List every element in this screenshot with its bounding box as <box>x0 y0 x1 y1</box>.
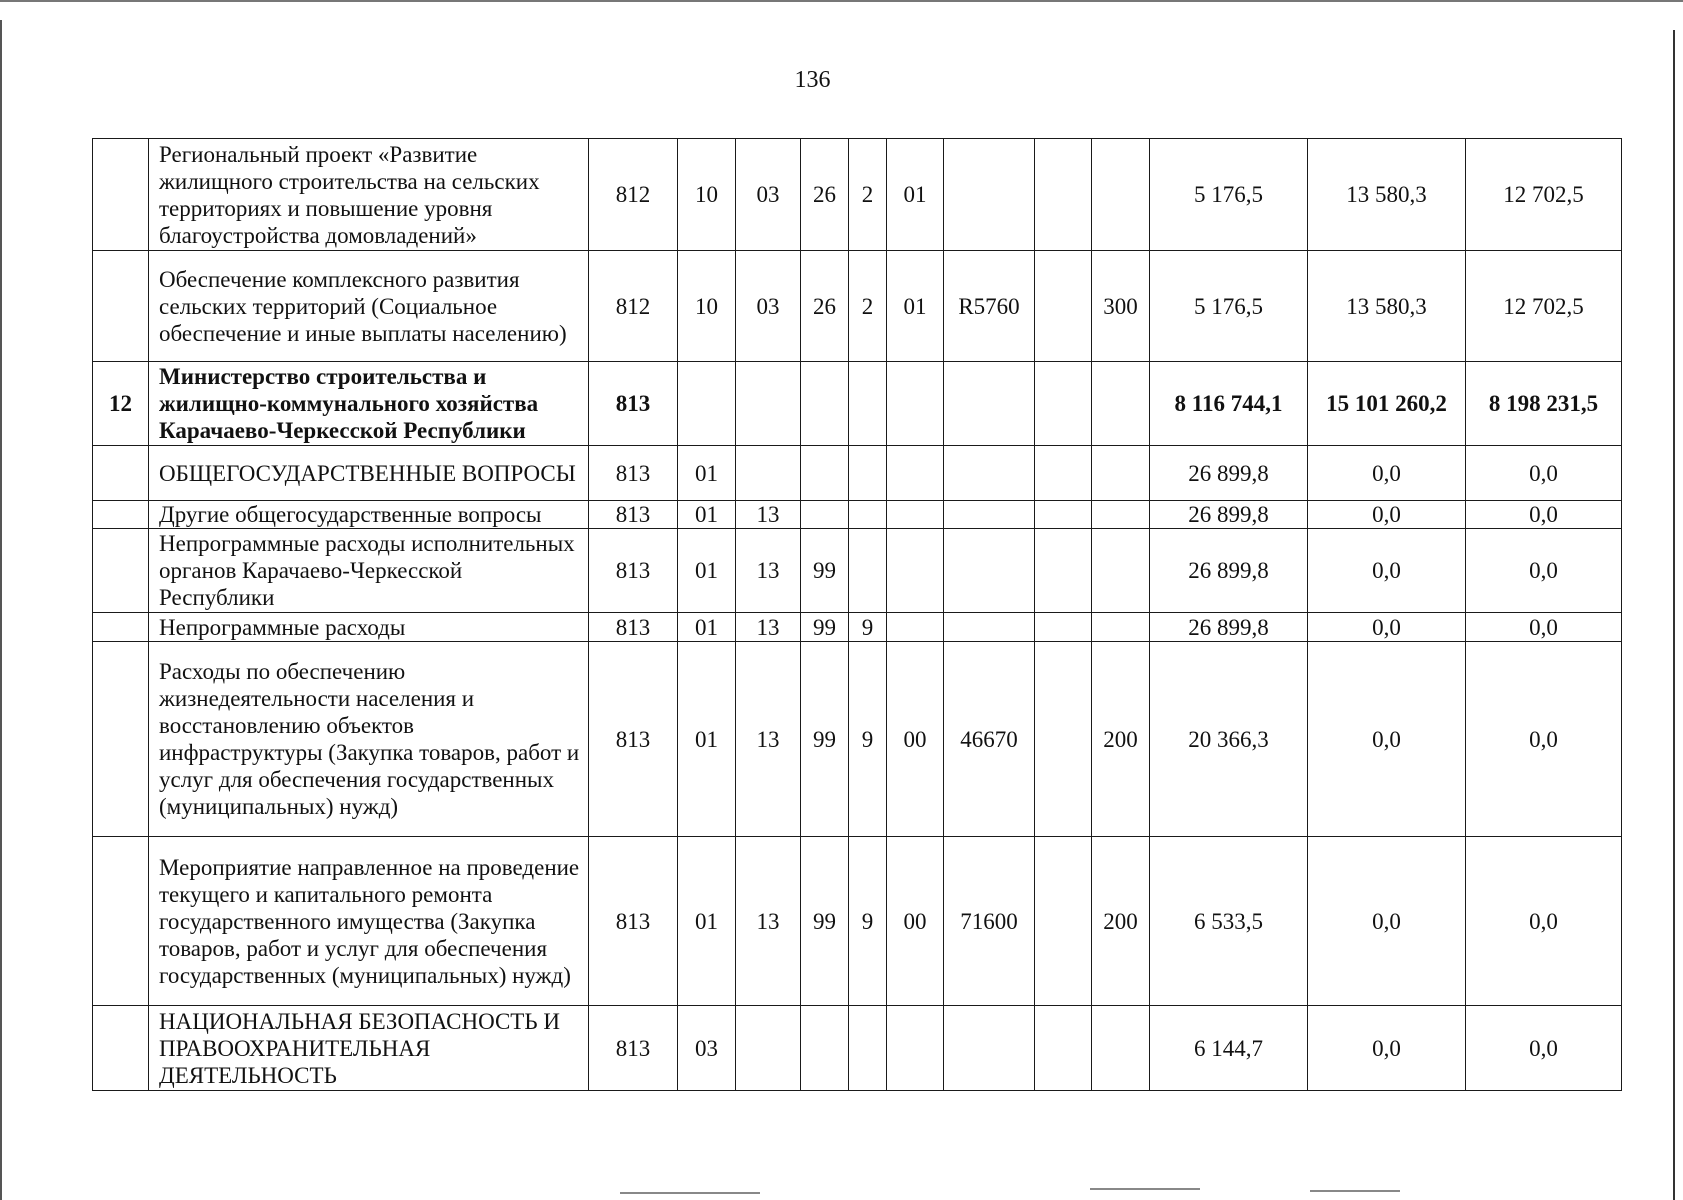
code-program-cell: 99 <box>801 613 849 642</box>
table-row <box>93 501 1622 529</box>
code-subprogram-cell <box>849 529 887 613</box>
code-expense-type-cell <box>1092 529 1150 613</box>
code-expense-type-cell <box>1092 362 1150 446</box>
code-subprogram-cell <box>849 501 887 529</box>
scan-edge-right <box>1673 30 1675 1200</box>
code-event-cell <box>887 501 944 529</box>
code-program-cell: 26 <box>801 139 849 251</box>
code-section-cell: 10 <box>678 139 736 251</box>
code-program-cell <box>801 1006 849 1091</box>
code-ministry-cell: 813 <box>589 642 678 837</box>
code-event-cell <box>887 1006 944 1091</box>
code-expense-type-cell <box>1092 501 1150 529</box>
code-ministry-cell: 813 <box>589 362 678 446</box>
row-number-cell <box>93 501 149 529</box>
amount-year-2-cell: 0,0 <box>1308 529 1466 613</box>
code-subsection-cell: 13 <box>736 642 801 837</box>
code-section-cell: 01 <box>678 529 736 613</box>
code-section-cell <box>678 362 736 446</box>
code-section-cell: 01 <box>678 501 736 529</box>
row-name-cell: Расходы по обеспечению жизнедеятельности населения и восстановлению объектов инфраструктуры (Закупка товаров, работ и услуг для обеспечения государственных (муниципальных) нужд) <box>149 642 589 837</box>
amount-year-3-cell: 0,0 <box>1466 529 1622 613</box>
code-extra-cell <box>1035 529 1092 613</box>
code-extra-cell <box>1035 251 1092 362</box>
code-expense-type-cell <box>1092 613 1150 642</box>
code-program-cell: 99 <box>801 642 849 837</box>
code-direction-cell: R5760 <box>944 251 1035 362</box>
row-number-cell: 12 <box>93 362 149 446</box>
row-name-cell: Министерство строительства и жилищно-коммунального хозяйства Карачаево-Черкесской Республики <box>149 362 589 446</box>
amount-year-1-cell: 26 899,8 <box>1150 501 1308 529</box>
amount-year-2-cell: 0,0 <box>1308 613 1466 642</box>
row-name-cell: Непрограммные расходы <box>149 613 589 642</box>
table-body <box>93 139 1622 1091</box>
row-number-cell <box>93 837 149 1006</box>
amount-year-3-cell: 12 702,5 <box>1466 139 1622 251</box>
code-expense-type-cell <box>1092 139 1150 251</box>
code-direction-cell <box>944 529 1035 613</box>
amount-year-1-cell: 5 176,5 <box>1150 139 1308 251</box>
scan-edge-left <box>0 20 2 1200</box>
code-subprogram-cell: 2 <box>849 139 887 251</box>
row-number-cell <box>93 642 149 837</box>
code-event-cell: 01 <box>887 251 944 362</box>
code-program-cell <box>801 362 849 446</box>
code-subprogram-cell <box>849 1006 887 1091</box>
code-direction-cell <box>944 613 1035 642</box>
table-row <box>93 529 1622 613</box>
table-row <box>93 362 1622 446</box>
code-subsection-cell: 03 <box>736 251 801 362</box>
amount-year-3-cell: 0,0 <box>1466 837 1622 1006</box>
code-direction-cell <box>944 139 1035 251</box>
code-ministry-cell: 813 <box>589 1006 678 1091</box>
code-ministry-cell: 813 <box>589 613 678 642</box>
scan-artifact <box>1310 1190 1400 1192</box>
amount-year-3-cell: 12 702,5 <box>1466 251 1622 362</box>
amount-year-1-cell: 6 533,5 <box>1150 837 1308 1006</box>
code-expense-type-cell: 200 <box>1092 642 1150 837</box>
code-subsection-cell: 03 <box>736 139 801 251</box>
code-subprogram-cell <box>849 446 887 501</box>
code-extra-cell <box>1035 837 1092 1006</box>
budget-table <box>92 138 1622 1091</box>
code-section-cell: 01 <box>678 642 736 837</box>
code-extra-cell <box>1035 501 1092 529</box>
table-row <box>93 837 1622 1006</box>
code-event-cell <box>887 362 944 446</box>
code-ministry-cell: 813 <box>589 529 678 613</box>
code-subsection-cell <box>736 1006 801 1091</box>
amount-year-2-cell: 0,0 <box>1308 1006 1466 1091</box>
code-section-cell: 03 <box>678 1006 736 1091</box>
amount-year-1-cell: 8 116 744,1 <box>1150 362 1308 446</box>
code-subsection-cell <box>736 446 801 501</box>
amount-year-1-cell: 20 366,3 <box>1150 642 1308 837</box>
amount-year-1-cell: 5 176,5 <box>1150 251 1308 362</box>
code-program-cell: 26 <box>801 251 849 362</box>
amount-year-3-cell: 8 198 231,5 <box>1466 362 1622 446</box>
code-subsection-cell: 13 <box>736 501 801 529</box>
code-ministry-cell: 812 <box>589 251 678 362</box>
amount-year-3-cell: 0,0 <box>1466 1006 1622 1091</box>
page-number: 136 <box>794 67 831 93</box>
scan-edge-top <box>0 0 1683 2</box>
row-name-cell: ОБЩЕГОСУДАРСТВЕННЫЕ ВОПРОСЫ <box>149 446 589 501</box>
code-subsection-cell: 13 <box>736 837 801 1006</box>
code-subprogram-cell: 9 <box>849 642 887 837</box>
amount-year-1-cell: 26 899,8 <box>1150 613 1308 642</box>
code-extra-cell <box>1035 642 1092 837</box>
code-section-cell: 01 <box>678 446 736 501</box>
amount-year-1-cell: 26 899,8 <box>1150 529 1308 613</box>
code-extra-cell <box>1035 139 1092 251</box>
table-row <box>93 1006 1622 1091</box>
code-program-cell <box>801 501 849 529</box>
code-event-cell <box>887 529 944 613</box>
amount-year-3-cell: 0,0 <box>1466 613 1622 642</box>
code-expense-type-cell: 200 <box>1092 837 1150 1006</box>
amount-year-3-cell: 0,0 <box>1466 642 1622 837</box>
code-subprogram-cell <box>849 362 887 446</box>
code-subprogram-cell: 2 <box>849 251 887 362</box>
code-expense-type-cell: 300 <box>1092 251 1150 362</box>
code-direction-cell <box>944 446 1035 501</box>
code-expense-type-cell <box>1092 446 1150 501</box>
code-event-cell <box>887 613 944 642</box>
amount-year-2-cell: 0,0 <box>1308 501 1466 529</box>
code-extra-cell <box>1035 362 1092 446</box>
code-subsection-cell <box>736 362 801 446</box>
code-program-cell: 99 <box>801 529 849 613</box>
table-row <box>93 613 1622 642</box>
code-program-cell: 99 <box>801 837 849 1006</box>
scan-artifact <box>1090 1188 1200 1190</box>
table-row <box>93 139 1622 251</box>
amount-year-3-cell: 0,0 <box>1466 446 1622 501</box>
code-direction-cell <box>944 501 1035 529</box>
row-number-cell <box>93 613 149 642</box>
amount-year-2-cell: 13 580,3 <box>1308 251 1466 362</box>
code-subsection-cell: 13 <box>736 613 801 642</box>
code-direction-cell: 46670 <box>944 642 1035 837</box>
amount-year-1-cell: 26 899,8 <box>1150 446 1308 501</box>
code-subprogram-cell: 9 <box>849 613 887 642</box>
code-direction-cell <box>944 1006 1035 1091</box>
code-ministry-cell: 813 <box>589 837 678 1006</box>
code-event-cell: 00 <box>887 642 944 837</box>
code-event-cell <box>887 446 944 501</box>
code-extra-cell <box>1035 446 1092 501</box>
code-extra-cell <box>1035 1006 1092 1091</box>
row-number-cell <box>93 446 149 501</box>
row-name-cell: Непрограммные расходы исполнительных органов Карачаево-Черкесской Республики <box>149 529 589 613</box>
amount-year-3-cell: 0,0 <box>1466 501 1622 529</box>
amount-year-2-cell: 15 101 260,2 <box>1308 362 1466 446</box>
code-section-cell: 01 <box>678 613 736 642</box>
row-name-cell: Мероприятие направленное на проведение текущего и капитального ремонта государственного имущества (Закупка товаров, работ и услуг для обеспечения государственных (муниципальных) нужд) <box>149 837 589 1006</box>
row-number-cell <box>93 251 149 362</box>
amount-year-2-cell: 13 580,3 <box>1308 139 1466 251</box>
row-number-cell <box>93 139 149 251</box>
row-number-cell <box>93 529 149 613</box>
amount-year-2-cell: 0,0 <box>1308 642 1466 837</box>
code-subsection-cell: 13 <box>736 529 801 613</box>
code-event-cell: 00 <box>887 837 944 1006</box>
code-program-cell <box>801 446 849 501</box>
code-direction-cell: 71600 <box>944 837 1035 1006</box>
scan-artifact <box>620 1192 760 1194</box>
table-row <box>93 642 1622 837</box>
row-name-cell: Другие общегосударственные вопросы <box>149 501 589 529</box>
code-event-cell: 01 <box>887 139 944 251</box>
row-number-cell <box>93 1006 149 1091</box>
table-row <box>93 446 1622 501</box>
code-subprogram-cell: 9 <box>849 837 887 1006</box>
amount-year-2-cell: 0,0 <box>1308 446 1466 501</box>
code-ministry-cell: 813 <box>589 501 678 529</box>
code-direction-cell <box>944 362 1035 446</box>
amount-year-1-cell: 6 144,7 <box>1150 1006 1308 1091</box>
amount-year-2-cell: 0,0 <box>1308 837 1466 1006</box>
row-name-cell: НАЦИОНАЛЬНАЯ БЕЗОПАСНОСТЬ И ПРАВООХРАНИТЕЛЬНАЯ ДЕЯТЕЛЬНОСТЬ <box>149 1006 589 1091</box>
code-section-cell: 01 <box>678 837 736 1006</box>
row-name-cell: Региональный проект «Развитие жилищного строительства на сельских территориях и повышение уровня благоустройства домовладений» <box>149 139 589 251</box>
code-ministry-cell: 812 <box>589 139 678 251</box>
code-extra-cell <box>1035 613 1092 642</box>
table-row <box>93 251 1622 362</box>
code-section-cell: 10 <box>678 251 736 362</box>
code-expense-type-cell <box>1092 1006 1150 1091</box>
code-ministry-cell: 813 <box>589 446 678 501</box>
row-name-cell: Обеспечение комплексного развития сельских территорий (Социальное обеспечение и иные выплаты населению) <box>149 251 589 362</box>
